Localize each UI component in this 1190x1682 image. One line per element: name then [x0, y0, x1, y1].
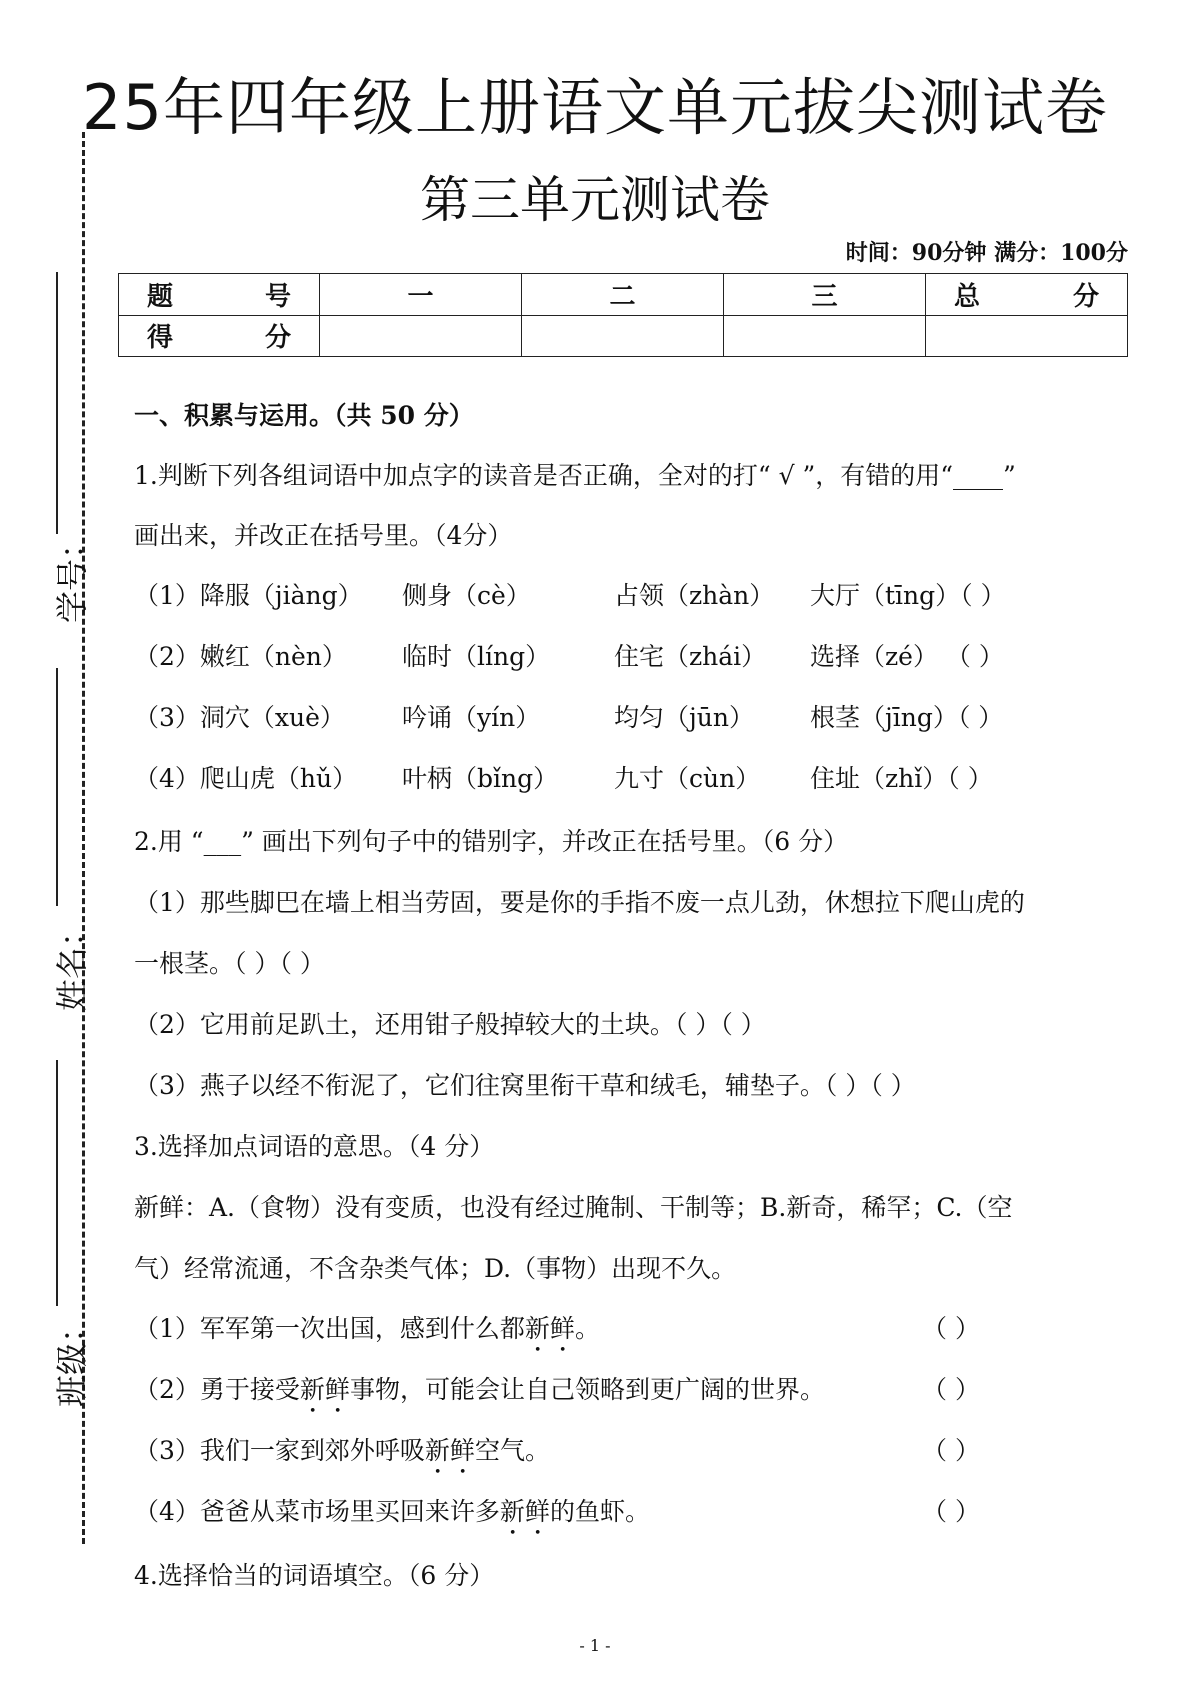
- page-title: 25年四年级上册语文单元拔尖测试卷: [82, 71, 1108, 144]
- q1-item: 根茎（jīng）（ ）: [810, 703, 1004, 732]
- q1-item: 九寸（cùn）: [614, 764, 761, 793]
- student-id-label: 学号：: [53, 526, 92, 624]
- q3-definition-cont: 气）经常流通，不含杂类气体；D.（事物）出现不久。: [134, 1254, 737, 1283]
- q1-item: 住宅（zhái）: [614, 642, 767, 671]
- col-header-3: 三: [724, 274, 926, 316]
- class-line: [56, 1060, 58, 1306]
- class-label: 班级：: [53, 1310, 92, 1408]
- q2-sentence: （3）燕子以经不衔泥了，它们往窝里衔干草和绒毛，辅垫子。（ ）（ ）: [134, 1071, 916, 1100]
- name-line: [56, 668, 58, 906]
- answer-blank[interactable]: （ ）: [922, 1375, 980, 1404]
- q1-item: （2）嫩红（nèn）: [134, 642, 347, 671]
- score-cell-2[interactable]: [522, 315, 724, 357]
- q1-item: （4）爬山虎（hǔ）: [134, 764, 358, 793]
- q4-text: 4.选择恰当的词语填空。（6 分）: [134, 1561, 495, 1590]
- q2-sentence-cont: 一根茎。（ ）（ ）: [134, 949, 325, 978]
- score-cell-3[interactable]: [724, 315, 926, 357]
- score-label: 得 分: [119, 315, 320, 357]
- q1-text-cont: 画出来，并改正在括号里。（4分）: [134, 521, 513, 550]
- score-table: [118, 273, 1128, 357]
- score-cell-total[interactable]: [926, 315, 1128, 357]
- q2-sentence: （1）那些脚巴在墙上相当劳固，要是你的手指不废一点儿劲，休想拉下爬山虎的: [134, 888, 1025, 917]
- name-label: 姓名：: [53, 914, 92, 1012]
- q3-item: （1）军军第一次出国，感到什么都新鲜。: [134, 1314, 600, 1343]
- col-header-1: 一: [320, 274, 522, 316]
- q1-item: （1）降服（jiàng）: [134, 581, 363, 610]
- q1-item: 均匀（jūn）: [614, 703, 754, 732]
- q1-item: 住址（zhǐ）（ ）: [810, 764, 993, 793]
- q1-text: 1.判断下列各组词语中加点字的读音是否正确，全对的打“ √ ”，有错的用“____”: [134, 461, 1016, 490]
- answer-blank[interactable]: （ ）: [922, 1314, 980, 1343]
- section-heading: 一、积累与运用。（共 50 分）: [134, 401, 474, 430]
- score-table-header-row: [119, 274, 1128, 316]
- q1-item: 大厅（tīng）（ ）: [810, 581, 1006, 610]
- q3-item: （2）勇于接受新鲜事物，可能会让自己领略到更广阔的世界。: [134, 1375, 825, 1404]
- total-score-label: 总 分: [926, 274, 1128, 316]
- q1-item: 选择（zé） （ ）: [810, 642, 1004, 671]
- score-cell-1[interactable]: [320, 315, 522, 357]
- q1-item: 吟诵（yín）: [402, 703, 541, 732]
- q1-item: 叶柄（bǐng）: [402, 764, 559, 793]
- q3-item: （3）我们一家到郊外呼吸新鲜空气。: [134, 1436, 550, 1465]
- q1-item: 占领（zhàn）: [614, 581, 775, 610]
- q1-item: 侧身（cè）: [402, 581, 531, 610]
- q1-item: 临时（líng）: [402, 642, 551, 671]
- answer-blank[interactable]: （ ）: [922, 1497, 980, 1526]
- exam-time-info: 时间：90分钟 满分：100分: [845, 240, 1128, 266]
- q3-text: 3.选择加点词语的意思。（4 分）: [134, 1132, 495, 1161]
- page-number: - 1 -: [579, 1636, 611, 1655]
- q3-definition: 新鲜：A.（食物）没有变质，也没有经过腌制、干制等；B.新奇，稀罕；C.（空: [134, 1193, 1013, 1222]
- question-number-label: 题 号: [119, 274, 320, 316]
- answer-blank[interactable]: （ ）: [922, 1436, 980, 1465]
- q1-item: （3）洞穴（xuè）: [134, 703, 345, 732]
- q2-sentence: （2）它用前足趴土，还用钳子般掉较大的土块。（ ）（ ）: [134, 1010, 766, 1039]
- q2-text: 2.用 “___” 画出下列句子中的错别字，并改正在括号里。（6 分）: [134, 827, 849, 856]
- page-subtitle: 第三单元测试卷: [420, 171, 770, 229]
- q3-item: （4）爸爸从菜市场里买回来许多新鲜的鱼虾。: [134, 1497, 650, 1526]
- student-id-line: [56, 272, 58, 534]
- score-table-score-row: [119, 315, 1128, 357]
- col-header-2: 二: [522, 274, 724, 316]
